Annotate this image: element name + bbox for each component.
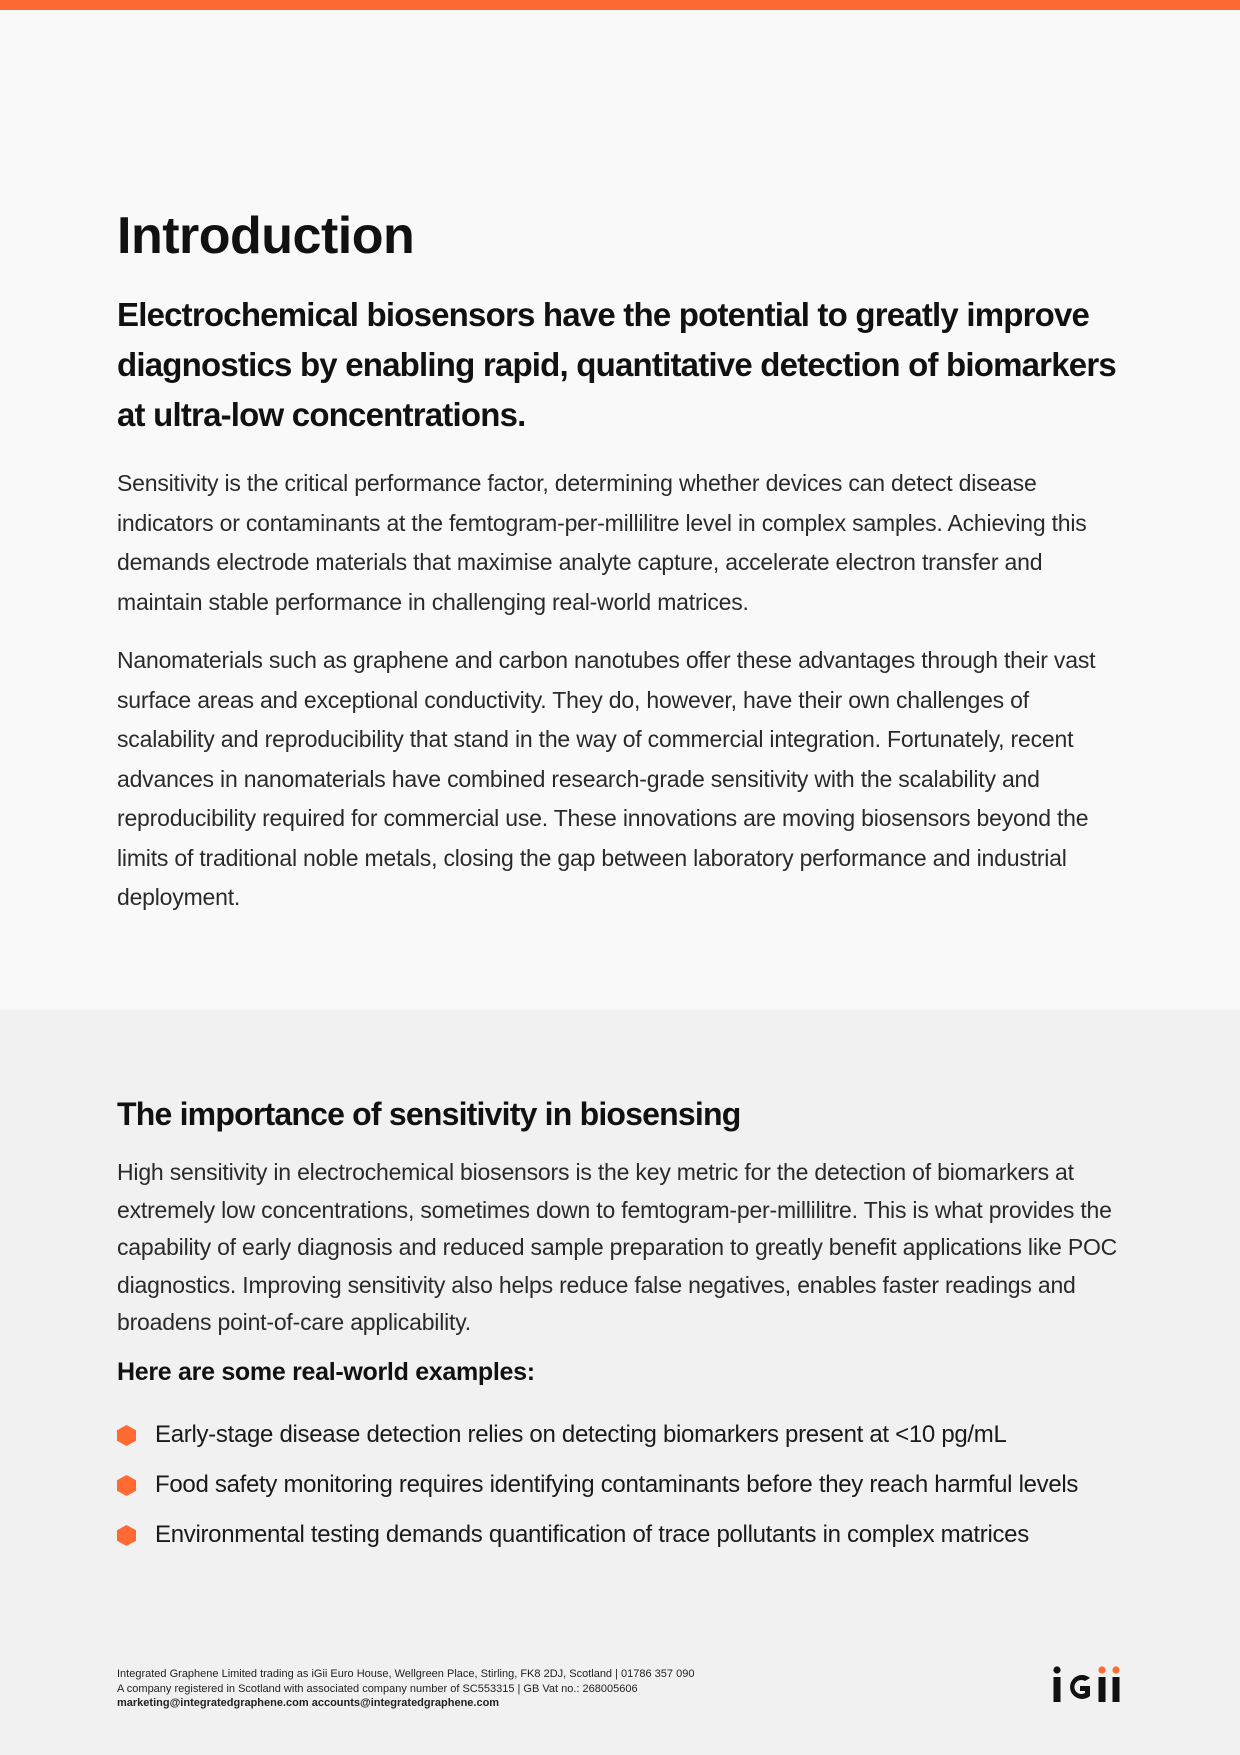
hexagon-bullet-icon bbox=[117, 1475, 136, 1496]
introduction-paragraph-1: Sensitivity is the critical performance factor, determining whether devices can detect disease indicators or contaminants at the femtogram-per-millilitre level in complex samples. Achieving this demands electrode materials that maximise analyte capture, accelerate electron transfer and maintain stable performance in challenging real-world matrices. bbox=[117, 470, 1087, 615]
footer-emails: marketing@integratedgraphene.com accounts@integratedgraphene.com bbox=[117, 1697, 500, 1709]
introduction-lead: Electrochemical biosensors have the potential to greatly improve diagnostics by enabling rapid, quantitative detection of biomarkers at ultra-low concentrations. bbox=[117, 296, 1116, 433]
list-item bbox=[117, 1515, 1127, 1565]
top-accent-bar bbox=[0, 0, 1240, 10]
list-item bbox=[117, 1415, 1127, 1465]
introduction-paragraph-2: Nanomaterials such as graphene and carbon nanotubes offer these advantages through their vast surface areas and exceptional conductivity. They do, however, have their own challenges of scalability and reproducibility that stand in the way of commercial integration. Fortunately, recent advances in nanomaterials have combined research-grade sensitivity with the scalability and reproducibility required for commercial use. These innovations are moving biosensors beyond the limits of traditional noble metals, closing the gap between laboratory performance and industrial deployment. bbox=[117, 647, 1096, 910]
examples-heading: Here are some real-world examples: bbox=[117, 1358, 535, 1386]
igii-logo bbox=[1052, 1662, 1124, 1706]
example-text: Food safety monitoring requires identifying contaminants before they reach harmful levels bbox=[155, 1471, 1079, 1498]
sensitivity-paragraph: High sensitivity in electrochemical biosensors is the key metric for the detection of biomarkers at extremely low concentrations, sometimes down to femtogram-per-millilitre. This is what provides the capability of early diagnosis and reduced sample preparation to greatly benefit applications like POC diagnostics. Improving sensitivity also helps reduce false negatives, enables faster readings and broadens point-of-care applicability. bbox=[117, 1159, 1118, 1335]
examples-list bbox=[117, 1415, 1127, 1565]
introduction-title: Introduction bbox=[117, 207, 415, 265]
example-text: Environmental testing demands quantification of trace pollutants in complex matrices bbox=[155, 1521, 1029, 1548]
footer-registration: A company registered in Scotland with associated company number of SC553315 | GB Vat no.: 268005606 bbox=[117, 1682, 638, 1695]
example-text: Early-stage disease detection relies on detecting biomarkers present at <10 pg/mL bbox=[155, 1421, 1007, 1448]
hexagon-bullet-icon bbox=[117, 1425, 136, 1446]
sensitivity-title: The importance of sensitivity in biosensing bbox=[117, 1096, 741, 1132]
footer bbox=[117, 1667, 1017, 1711]
list-item bbox=[117, 1465, 1127, 1515]
footer-address: Integrated Graphene Limited trading as iGii Euro House, Wellgreen Place, Stirling, FK8 2DJ, Scotland | 01786 357 090 bbox=[117, 1668, 695, 1680]
hexagon-bullet-icon bbox=[117, 1525, 136, 1546]
